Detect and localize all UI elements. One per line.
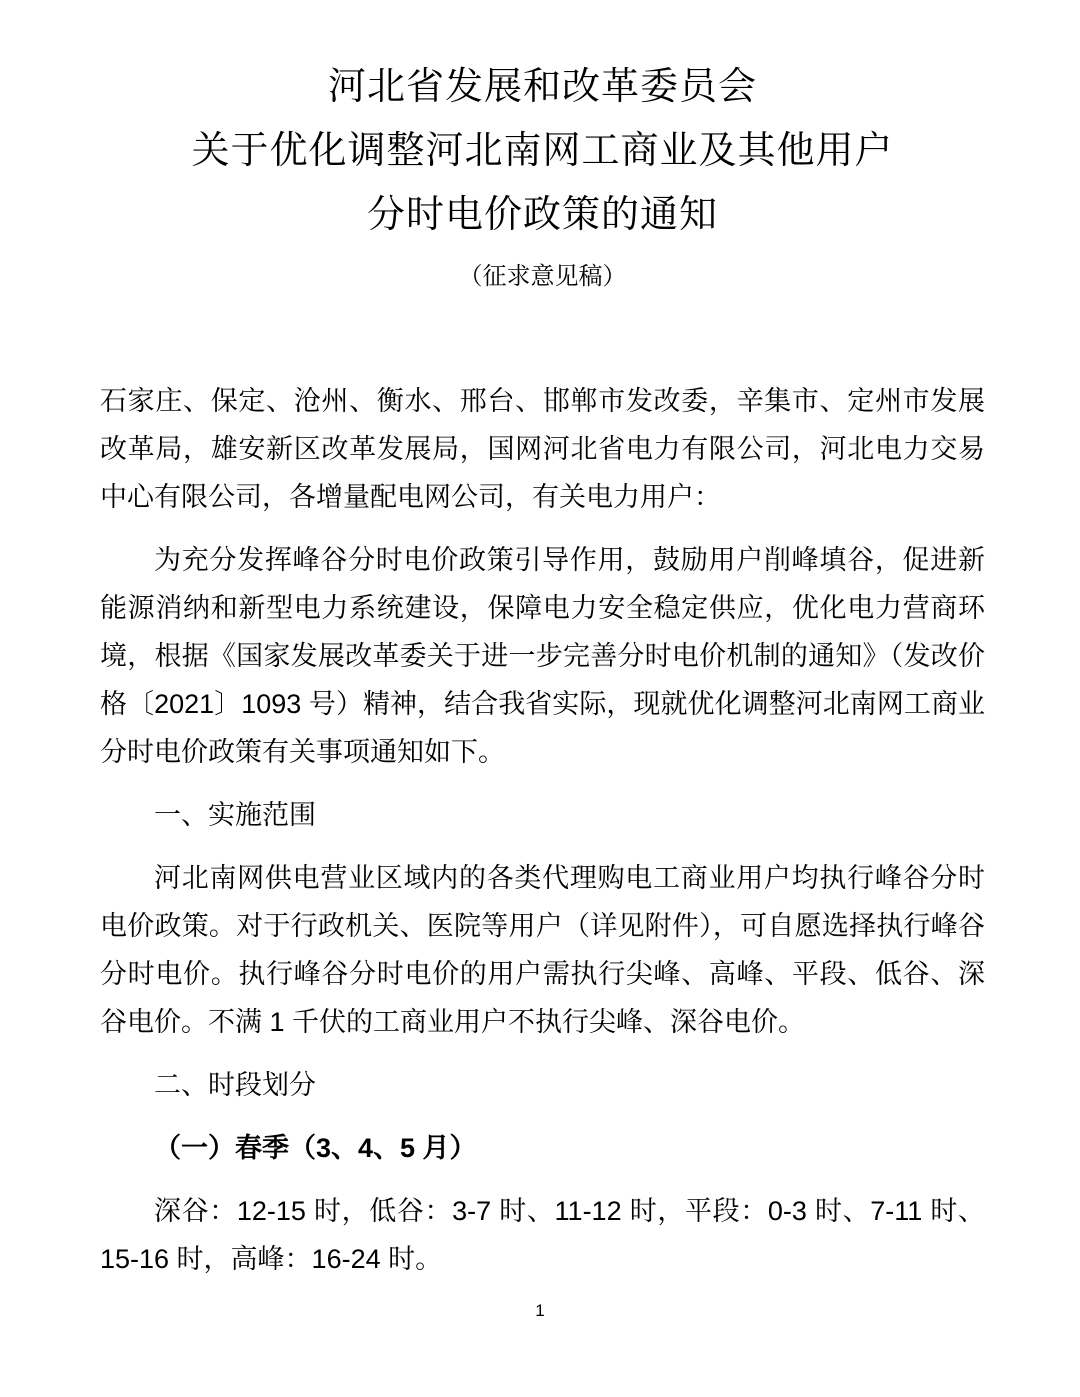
section-1-heading: 一、实施范围 xyxy=(154,800,316,830)
title-line-notice: 分时电价政策的通知 xyxy=(366,194,718,236)
document-title xyxy=(100,55,985,247)
page-number: 1 xyxy=(535,1301,545,1320)
spring-season-subheading: （一）春季（3、4、5 月） xyxy=(154,1133,477,1163)
draft-for-comment-note: （征求意见稿） xyxy=(458,263,627,290)
title-line-issuer: 河北省发展和改革委员会 xyxy=(327,66,757,108)
section-2-heading: 二、时段划分 xyxy=(154,1070,316,1100)
intro-paragraph: 为充分发挥峰谷分时电价政策引导作用，鼓励用户削峰填谷，促进新能源消纳和新型电力系统建设，保障电力安全稳定供应，优化电力营商环境，根据《国家发展改革委关于进一步完善分时电价机制的通知》（发改价格〔2021〕1093 号）精神，结合我省实际，现就优化调整河北南网工商业分时电价政策有关事项通知如下。 xyxy=(100,545,985,767)
document-body xyxy=(100,377,985,1283)
spring-season-paragraph: 深谷：12-15 时，低谷：3-7 时、11-12 时，平段：0-3 时、7-11 时、15-16 时，高峰：16-24 时。 xyxy=(100,1196,985,1274)
addressees-paragraph: 石家庄、保定、沧州、衡水、邢台、邯郸市发改委，辛集市、定州市发展改革局，雄安新区改革发展局，国网河北省电力有限公司，河北电力交易中心有限公司，各增量配电网公司，有关电力用户： xyxy=(100,386,985,512)
section-1-paragraph: 河北南网供电营业区域内的各类代理购电工商业用户均执行峰谷分时电价政策。对于行政机关、医院等用户（详见附件），可自愿选择执行峰谷分时电价。执行峰谷分时电价的用户需执行尖峰、高峰、平段、低谷、深谷电价。不满 1 千伏的工商业用户不执行尖峰、深谷电价。 xyxy=(100,863,985,1037)
title-line-subject: 关于优化调整河北南网工商业及其他用户 xyxy=(191,130,894,172)
